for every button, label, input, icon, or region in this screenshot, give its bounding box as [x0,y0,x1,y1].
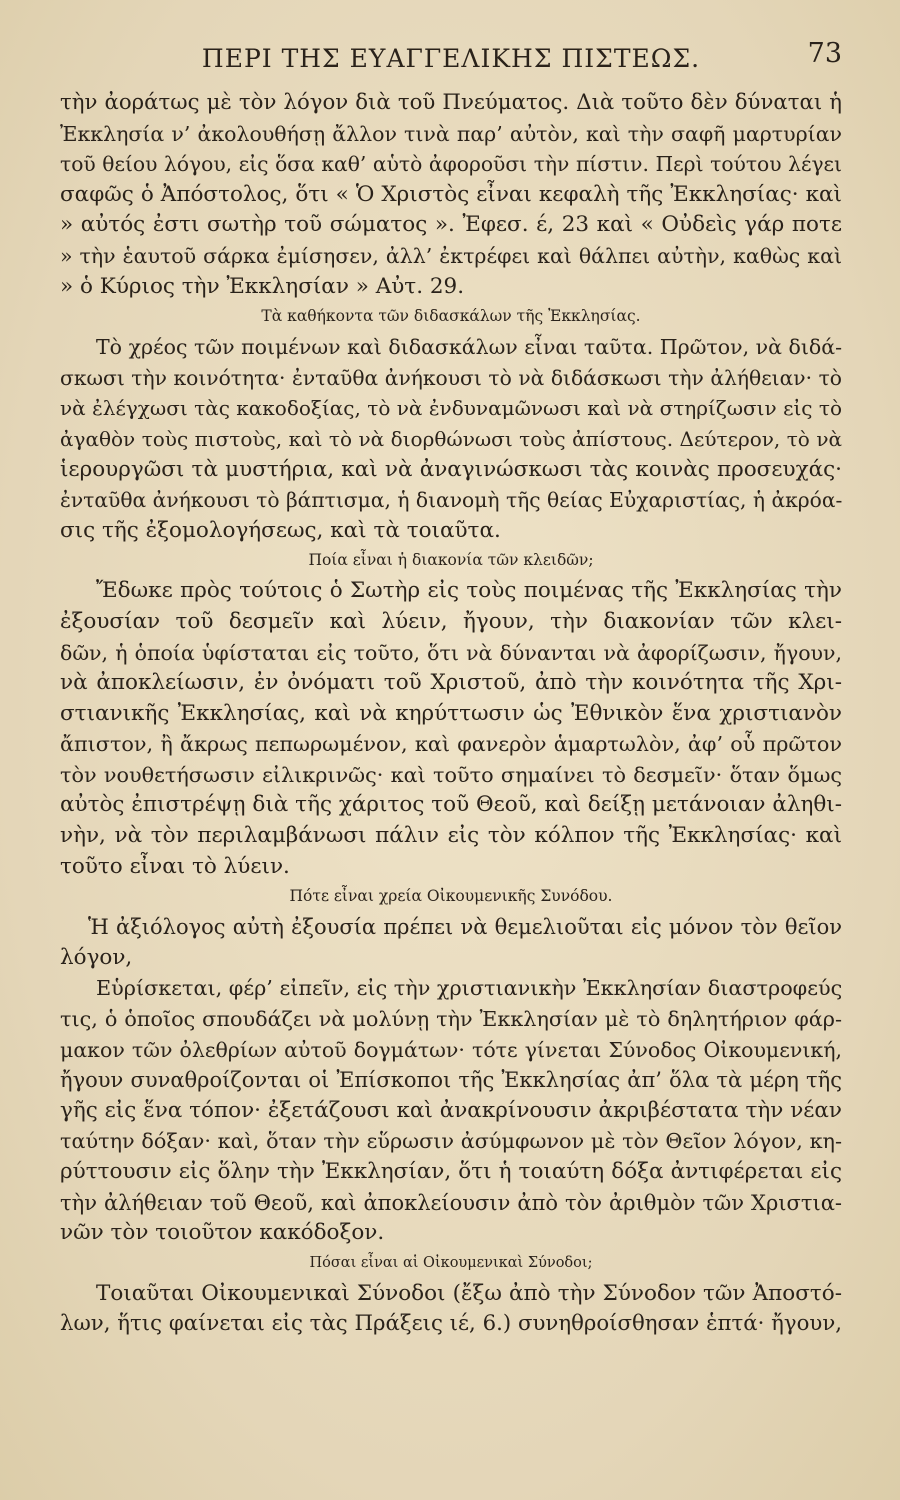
text-line: » τὴν ἑαυτοῦ σάρκα ἐμίσησεν, ἀλλ’ ἐκτρέφει καὶ θάλπει αὐτὴν, καθὼς καὶ [60,243,842,268]
section-heading: Πότε εἶναι χρεία Οἰκουμενικῆς Συνόδου. [289,887,613,906]
text-line: » αὐτός ἐστι σωτὴρ τοῦ σώματος ». Ἐφεσ. έ, 23 καὶ « Οὐδεὶς γάρ ποτε [60,212,842,238]
text-line: » ὁ Κύριος τὴν Ἐκκλησίαν » Αὐτ. 29. [60,273,465,299]
running-title: ΠΕΡΙ ΤΗΣ ΕΥΑΓΓΕΛΙΚΗΣ ΠΙΣΤΕΩΣ. [201,44,701,73]
text-line: τοῦ θείου λόγου, εἰς ὅσα καθ’ αὑτὸ ἀφοροῦσι τὴν πίστιν. Περὶ τούτου λέγει [60,152,842,177]
text-line: τὴν ἀλήθειαν τοῦ Θεοῦ, καὶ ἀποκλείουσιν ἀπὸ τὸν ἀριθμὸν τῶν Χριστια- [60,1190,842,1215]
section-ecumenical-synod-need [60,882,842,1249]
text-line: Ἐκκλησία ν’ ἀκολουθήσῃ ἄλλον τινὰ παρ’ αὐτὸν, καὶ τὴν σαφῆ μαρτυρίαν [60,121,842,146]
text-line: νῶν τὸν τοιοῦτον κακόδοξον. [60,1220,385,1246]
text-line: ἱερουργῶσι τὰ μυστήρια, καὶ νὰ ἀναγινώσκωσι τὰς κοινὰς προσευχάς· [60,456,842,482]
section-heading: Ποία εἶναι ἡ διακονία τῶν κλειδῶν; [308,551,594,570]
text-line: μακον τῶν ὀλεθρίων αὐτοῦ δογμάτων· τότε γίνεται Σύνοδος Οἰκουμενική, [60,1037,842,1062]
page-header [60,30,842,88]
text-line: τὴν ἀοράτως μὲ τὸν λόγον διὰ τοῦ Πνεύματος. Διὰ τοῦτο δὲν δύναται ἡ [60,90,842,115]
text-line: Ἡ ἀξιόλογος αὐτὴ ἐξουσία πρέπει νὰ θεμελιοῦται εἰς μόνον τὸν θεῖον [88,915,842,940]
text-line: ἐνταῦθα ἀνήκουσι τὸ βάπτισμα, ἡ διανομὴ τῆς θείας Εὐχαριστίας, ἡ ἀκρόα- [60,488,842,513]
section-duties-of-teachers [60,302,842,546]
text-line: λων, ἥτις φαίνεται εἰς τὰς Πράξεις ιέ, 6.) συνηθροίσθησαν ἑπτά· ἤγουν, [60,1311,842,1337]
text-line: Ἔδωκε πρὸς τούτοις ὁ Σωτὴρ εἰς τοὺς ποιμένας τῆς Ἐκκλησίας τὴν [96,578,842,604]
text-line: Τοιαῦται Οἰκουμενικαὶ Σύνοδοι (ἔξω ἀπὸ τὴν Σύνοδον τῶν Ἀποστό- [96,1280,842,1306]
text-line: αὐτὸς ἐπιστρέψῃ διὰ τῆς χάριτος τοῦ Θεοῦ, καὶ δείξῃ μετάνοιαν ἀληθι- [60,792,842,818]
page-number: 73 [807,38,842,69]
section-how-many-synods [60,1249,842,1340]
text-line: Εὑρίσκεται, φέρ’ εἰπεῖν, εἰς τὴν χριστιανικὴν Ἐκκλησίαν διαστροφεύς [96,976,842,1001]
text-line: ἀγαθὸν τοὺς πιστοὺς, καὶ τὸ νὰ διορθώνωσι τοὺς ἀπίστους. Δεύτερον, τὸ νὰ [60,426,842,451]
text-line: Τὸ χρέος τῶν ποιμένων καὶ διδασκάλων εἶναι ταῦτα. Πρῶτον, νὰ διδά- [96,335,842,360]
section-ministry-of-keys [60,546,842,882]
text-line: τις, ὁ ὁποῖος σπουδάζει νὰ μολύνῃ τὴν Ἐκκλησίαν μὲ τὸ δηλητήριον φάρ- [60,1007,842,1032]
text-line: τοῦτο εἶναι τὸ λύειν. [60,853,290,879]
text-line: στιανικῆς Ἐκκλησίας, καὶ νὰ κηρύττωσιν ὡς Ἐθνικὸν ἕνα χριστιανὸν [60,700,842,726]
section-heading: Πόσαι εἶναι αἱ Οἰκουμενικαὶ Σύνοδοι; [309,1254,593,1271]
text-line: δῶν, ἡ ὁποία ὑφίσταται εἰς τοῦτο, ὅτι νὰ δύνανται νὰ ἀφορίζωσιν, ἤγουν, [60,640,842,665]
text-line: νὴν, νὰ τὸν περιλαμβάνωσι πάλιν εἰς τὸν κόλπον τῆς Ἐκκλησίας· καὶ [60,823,842,849]
text-line: τὸν νουθετήσωσιν εἰλικρινῶς· καὶ τοῦτο σημαίνει τὸ δεσμεῖν· ὅταν ὅμως [60,762,842,787]
text-line: λόγον, [60,944,133,970]
text-line: σκωσι τὴν κοινότητα· ἐνταῦθα ἀνήκουσι τὸ νὰ διδάσκωσι τὴν ἀλήθειαν· τὸ [60,365,842,390]
text-line: σαφῶς ὁ Ἀπόστολος, ὅτι « Ὁ Χριστὸς εἶναι κεφαλὴ τῆς Ἐκκλησίας· καὶ [60,181,842,207]
text-line: γῆς εἰς ἕνα τόπον· ἐξετάζουσι καὶ ἀνακρίνουσιν ἀκριβέστατα τὴν νέαν [60,1097,842,1123]
text-line: νὰ ἀποκλείωσιν, ἐν ὀνόματι τοῦ Χριστοῦ, ἀπὸ τὴν κοινότητα τῆς Χρι- [60,670,842,696]
text-line: ἐξουσίαν τοῦ δεσμεῖν καὶ λύειν, ἤγουν, τὴν διακονίαν τῶν κλει- [60,608,842,634]
text-line: ρύττουσιν εἰς ὅλην τὴν Ἐκκλησίαν, ὅτι ἡ τοιαύτη δόξα ἀντιφέρεται εἰς [60,1159,842,1184]
text-line: ταύτην δόξαν· καὶ, ὅταν τὴν εὕρωσιν ἀσύμφωνον μὲ τὸν Θεῖον λόγον, κη- [60,1129,842,1154]
text-line: νὰ ἐλέγχωσι τὰς κακοδοξίας, τὸ νὰ ἐνδυναμῶνωσι καὶ νὰ στηρίζωσιν εἰς τὸ [60,396,842,421]
text-line: ἤγουν συναθροίζονται οἱ Ἐπίσκοποι τῆς Ἐκκλησίας ἀπ’ ὅλα τὰ μέρη τῆς [60,1068,842,1093]
text-line: σις τῆς ἐξομολογήσεως, καὶ τὰ τοιαῦτα. [60,517,501,543]
text-line: ἄπιστον, ἢ ἄκρως πεπωρωμένον, καὶ φανερὸν ἁμαρτωλὸν, ἀφ’ οὗ πρῶτον [60,732,842,757]
section-continuation [60,88,842,302]
section-heading: Τὰ καθήκοντα τῶν διδασκάλων τῆς Ἐκκλησίας. [261,307,641,326]
